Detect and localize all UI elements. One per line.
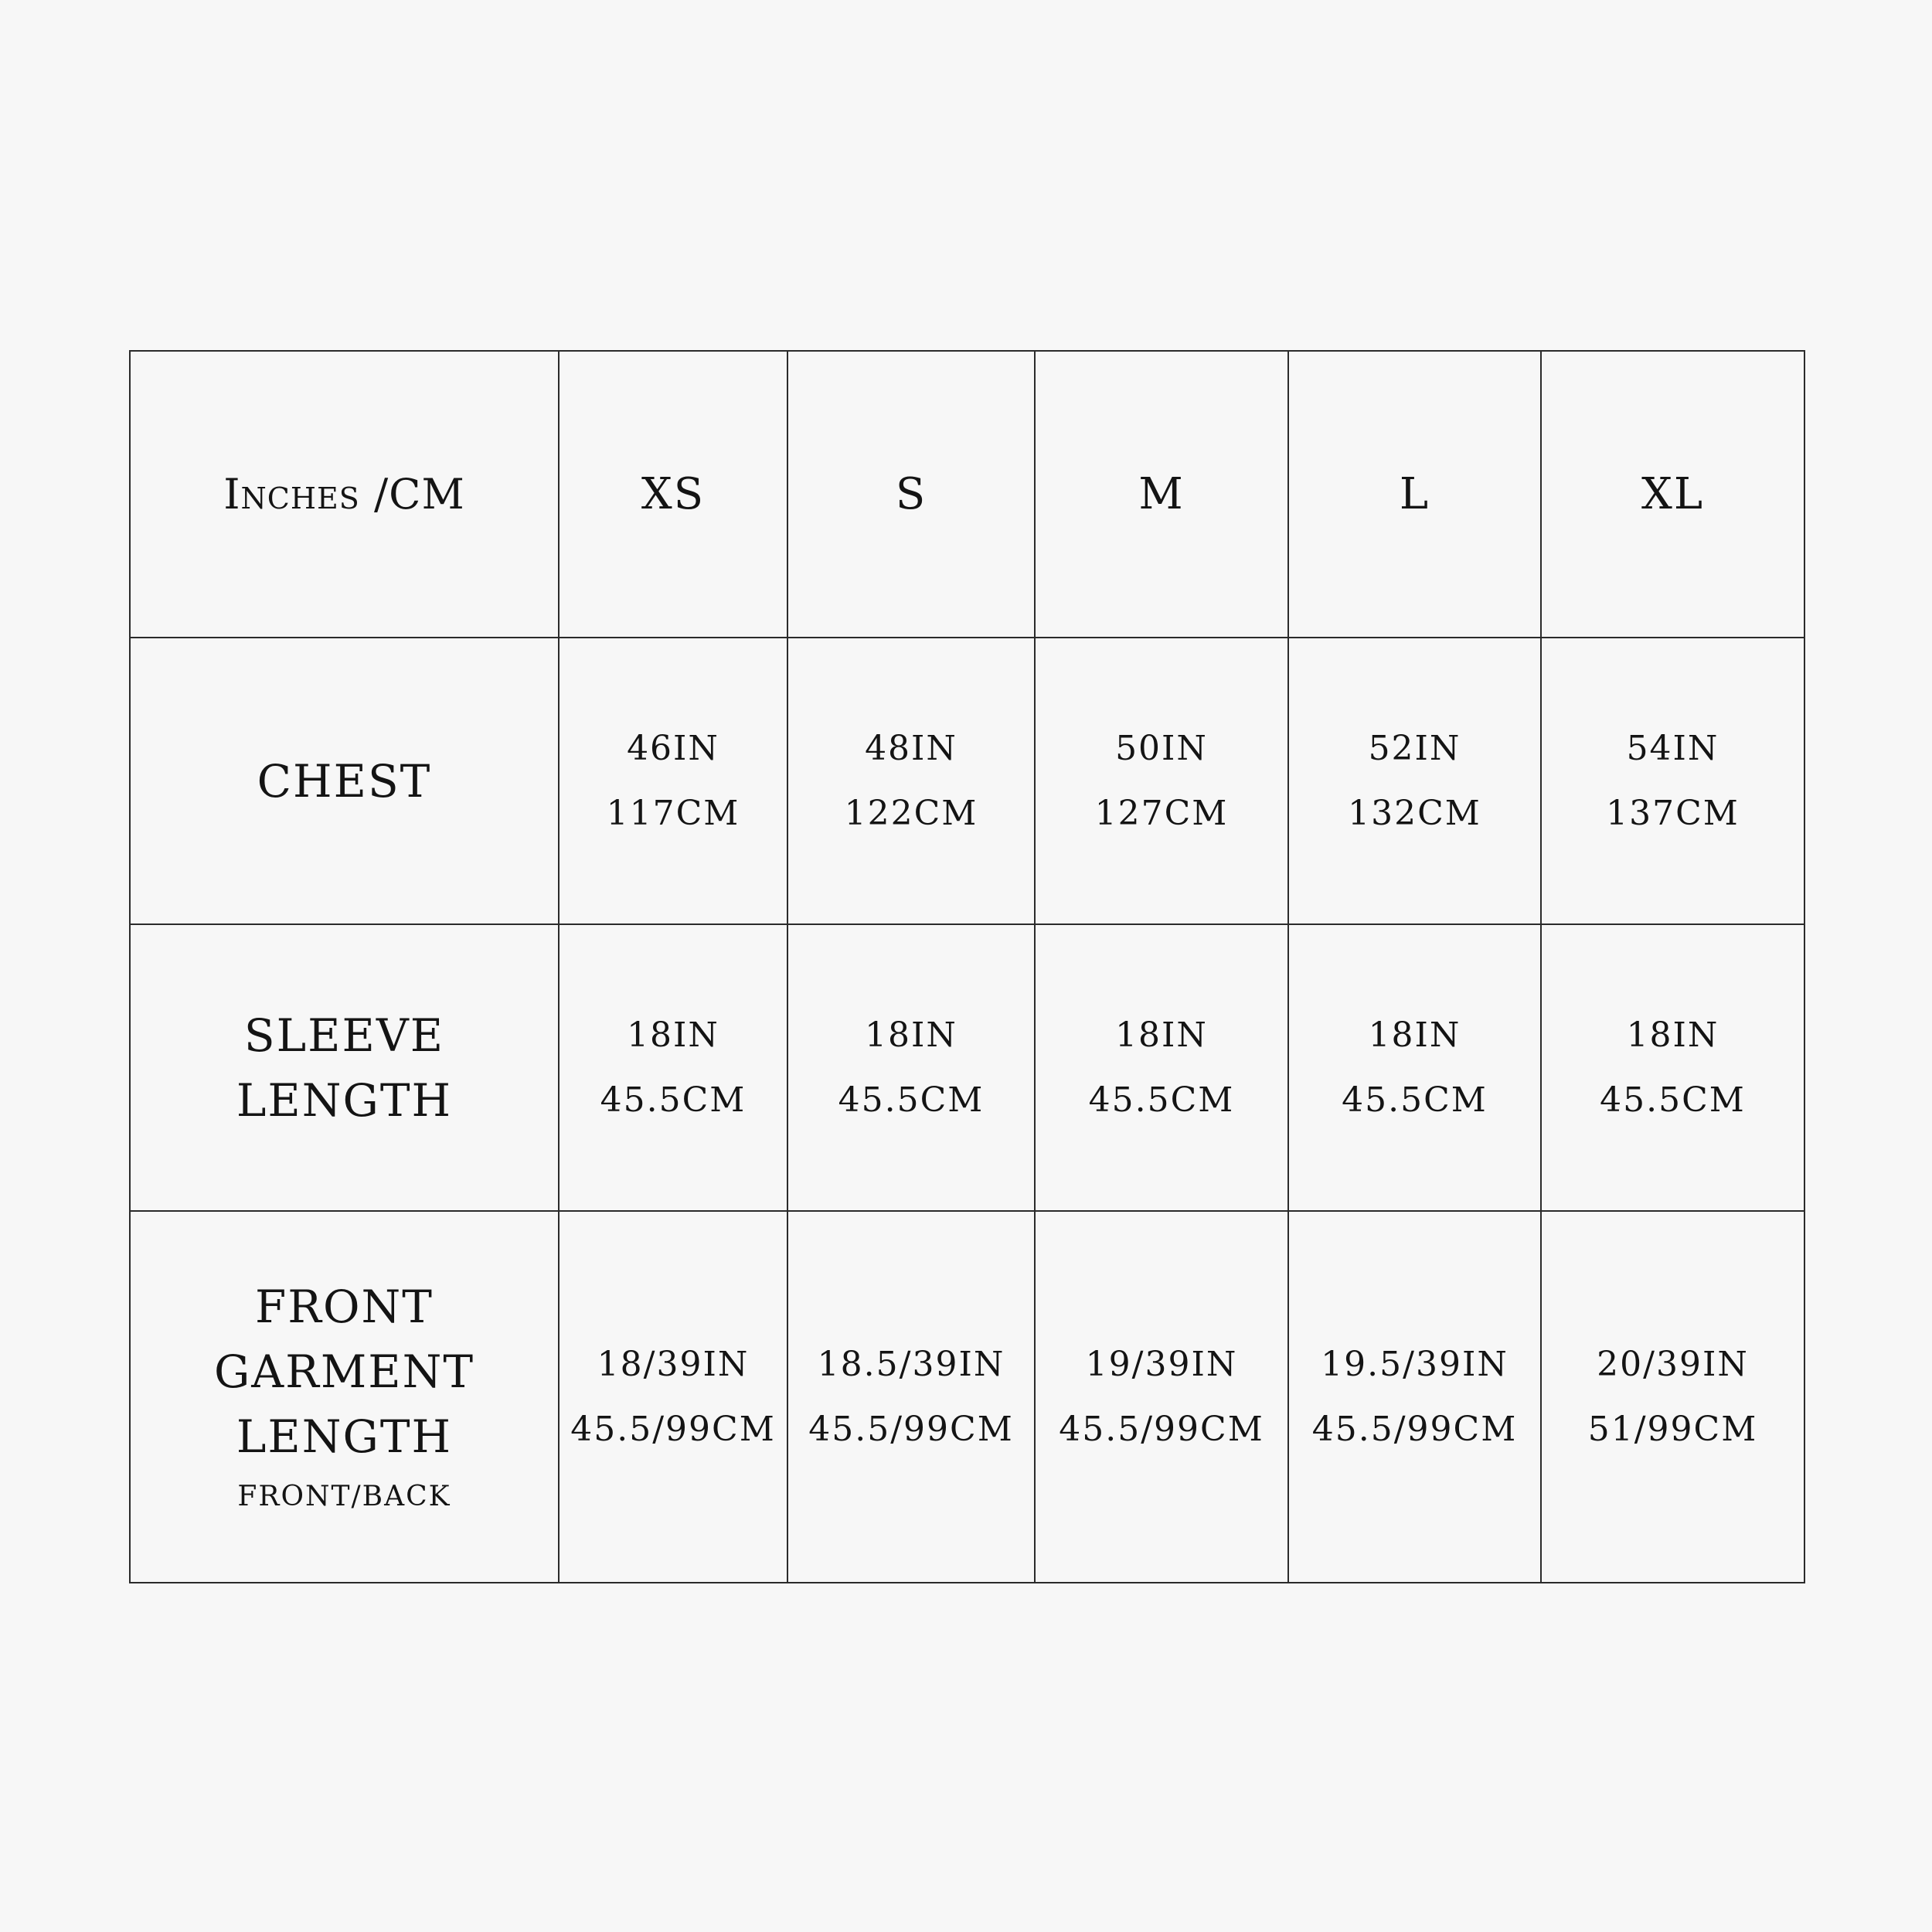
- size-label: XL: [1641, 469, 1705, 519]
- value-cm: 45.5CM: [1342, 1080, 1488, 1120]
- row-sub-label: FRONT/BACK: [237, 1480, 451, 1512]
- value-cm: 45.5CM: [600, 1080, 747, 1120]
- value-in: 19.5/39IN: [1321, 1344, 1509, 1384]
- value-cm: 45.5CM: [1600, 1080, 1746, 1120]
- size-header-xl: [1541, 351, 1804, 638]
- value-in: 18IN: [865, 1015, 957, 1055]
- size-label: M: [1138, 469, 1185, 519]
- front-s-cell: [787, 1211, 1035, 1583]
- value-cm: 45.5/99CM: [1059, 1409, 1264, 1449]
- value-in: 52IN: [1368, 728, 1461, 768]
- size-header-l: [1288, 351, 1541, 638]
- sleeve-xl-cell: [1541, 924, 1804, 1211]
- row-label: GARMENT: [213, 1345, 475, 1398]
- chest-l-cell: [1288, 638, 1541, 924]
- sleeve-s-cell: [787, 924, 1035, 1211]
- header-row: [130, 351, 1804, 638]
- size-chart-table: [129, 350, 1805, 1583]
- sleeve-m-cell: [1035, 924, 1288, 1211]
- sleeve-length-row: [130, 924, 1804, 1211]
- row-label: CHEST: [257, 754, 432, 808]
- chest-xs-cell: [559, 638, 787, 924]
- value-in: 19/39IN: [1085, 1344, 1238, 1384]
- value-cm: 137CM: [1606, 793, 1740, 833]
- value-cm: 127CM: [1094, 793, 1229, 833]
- value-in: 50IN: [1115, 728, 1208, 768]
- row-label: SLEEVE: [243, 1009, 445, 1062]
- value-cm: 45.5/99CM: [1311, 1409, 1518, 1449]
- value-cm: 45.5CM: [1088, 1080, 1235, 1120]
- front-l-cell: [1288, 1211, 1541, 1583]
- value-cm: 45.5CM: [838, 1080, 985, 1120]
- value-cm: 45.5/99CM: [808, 1409, 1014, 1449]
- value-in: 46IN: [627, 728, 719, 768]
- value-in: 18/39IN: [597, 1344, 750, 1384]
- value-in: 54IN: [1626, 728, 1719, 768]
- value-in: 48IN: [865, 728, 957, 768]
- row-label: LENGTH: [236, 1073, 453, 1127]
- size-label: S: [895, 469, 927, 519]
- chest-s-cell: [787, 638, 1035, 924]
- value-in: 18IN: [627, 1015, 719, 1055]
- row-label: LENGTH: [236, 1410, 453, 1463]
- sleeve-label-cell: [130, 924, 559, 1211]
- unit-label: Inches /CM: [223, 470, 465, 519]
- front-xs-cell: [559, 1211, 787, 1583]
- value-in: 18IN: [1626, 1015, 1719, 1055]
- chest-m-cell: [1035, 638, 1288, 924]
- value-in: 18.5/39IN: [817, 1344, 1005, 1384]
- value-cm: 117CM: [606, 793, 740, 833]
- value-cm: 45.5/99CM: [570, 1409, 776, 1449]
- size-header-s: [787, 351, 1035, 638]
- row-label: FRONT: [255, 1280, 434, 1333]
- value-cm: 51/99CM: [1587, 1409, 1758, 1449]
- size-header-m: [1035, 351, 1288, 638]
- value-in: 18IN: [1115, 1015, 1208, 1055]
- unit-header-cell: [130, 351, 559, 638]
- value-cm: 122CM: [844, 793, 978, 833]
- sleeve-l-cell: [1288, 924, 1541, 1211]
- front-xl-cell: [1541, 1211, 1804, 1583]
- value-in: 18IN: [1368, 1015, 1461, 1055]
- chest-label-cell: [130, 638, 559, 924]
- size-label: L: [1399, 469, 1430, 519]
- chest-row: [130, 638, 1804, 924]
- front-m-cell: [1035, 1211, 1288, 1583]
- size-label: XS: [641, 469, 706, 519]
- value-cm: 132CM: [1348, 793, 1481, 833]
- sleeve-xs-cell: [559, 924, 787, 1211]
- front-garment-label-cell: [130, 1211, 559, 1583]
- chest-xl-cell: [1541, 638, 1804, 924]
- value-in: 20/39IN: [1597, 1344, 1749, 1384]
- size-header-xs: [559, 351, 787, 638]
- front-garment-length-row: [130, 1211, 1804, 1583]
